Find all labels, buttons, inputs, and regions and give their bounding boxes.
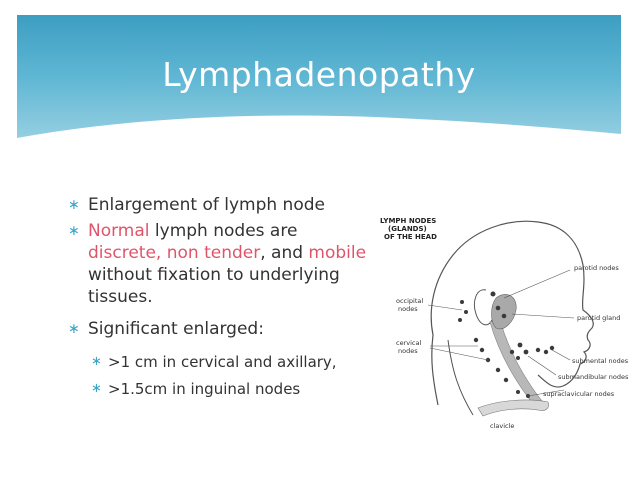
banner-wave xyxy=(17,110,621,150)
label-occipital: occipital xyxy=(396,297,424,305)
bullet-text: Enlargement of lymph node xyxy=(88,195,325,215)
bullet-normal-nodes xyxy=(68,220,388,308)
label-parotid-gland: parotid gland xyxy=(577,314,621,322)
sub-bullet-inguinal xyxy=(91,378,301,400)
highlight-discrete: discrete, non tender xyxy=(88,243,261,263)
bullet-text: , and xyxy=(260,243,309,263)
label-supraclavicular: supraclavicular nodes xyxy=(543,390,615,398)
bullet-text: Significant enlarged: xyxy=(88,319,264,339)
sub-bullet-cervical xyxy=(91,351,337,373)
bullet-text: >1.5cm in inguinal nodes xyxy=(108,380,301,398)
highlight-normal: Normal xyxy=(88,221,150,241)
label-parotid-nodes: parotid nodes xyxy=(574,264,619,272)
highlight-mobile: mobile xyxy=(308,243,367,263)
diagram-title-line-2: (GLANDS) xyxy=(388,225,427,233)
diagram-title-line-3: OF THE HEAD xyxy=(384,233,437,241)
clavicle-shape xyxy=(478,400,549,416)
bullet-text: lymph nodes are xyxy=(149,221,298,241)
neck-muscle xyxy=(490,320,546,410)
bullet-line-1 xyxy=(88,220,388,242)
bullet-marker: ∗ xyxy=(68,223,80,239)
label-submental: submental nodes xyxy=(572,357,629,365)
label-occipital-nodes: nodes xyxy=(398,305,418,313)
ear-outline xyxy=(474,290,492,325)
bullet-marker: ∗ xyxy=(68,321,80,337)
lymph-nodes-head-diagram xyxy=(378,210,633,440)
label-cervical: cervical xyxy=(396,339,422,347)
parotid-gland-shape xyxy=(492,294,517,328)
bullet-marker: ∗ xyxy=(91,381,102,396)
neck-outline xyxy=(448,340,473,415)
diagram-title-line-1: LYMPH NODES xyxy=(380,217,437,225)
bullet-marker: ∗ xyxy=(68,197,80,213)
label-cervical-nodes: nodes xyxy=(398,347,418,355)
title-banner xyxy=(17,15,621,150)
bullet-enlargement xyxy=(68,194,325,216)
bullet-line-4: tissues. xyxy=(88,287,153,307)
bullet-marker: ∗ xyxy=(91,354,102,369)
bullet-line-2 xyxy=(88,242,388,264)
bullet-significant xyxy=(68,318,264,340)
label-clavicle: clavicle xyxy=(490,422,515,430)
label-submandibular: submandibular nodes xyxy=(558,373,629,381)
bullet-text: >1 cm in cervical and axillary, xyxy=(108,353,337,371)
slide-title: Lymphadenopathy xyxy=(162,55,476,94)
bullet-line-3: without fixation to underlying xyxy=(88,265,340,285)
